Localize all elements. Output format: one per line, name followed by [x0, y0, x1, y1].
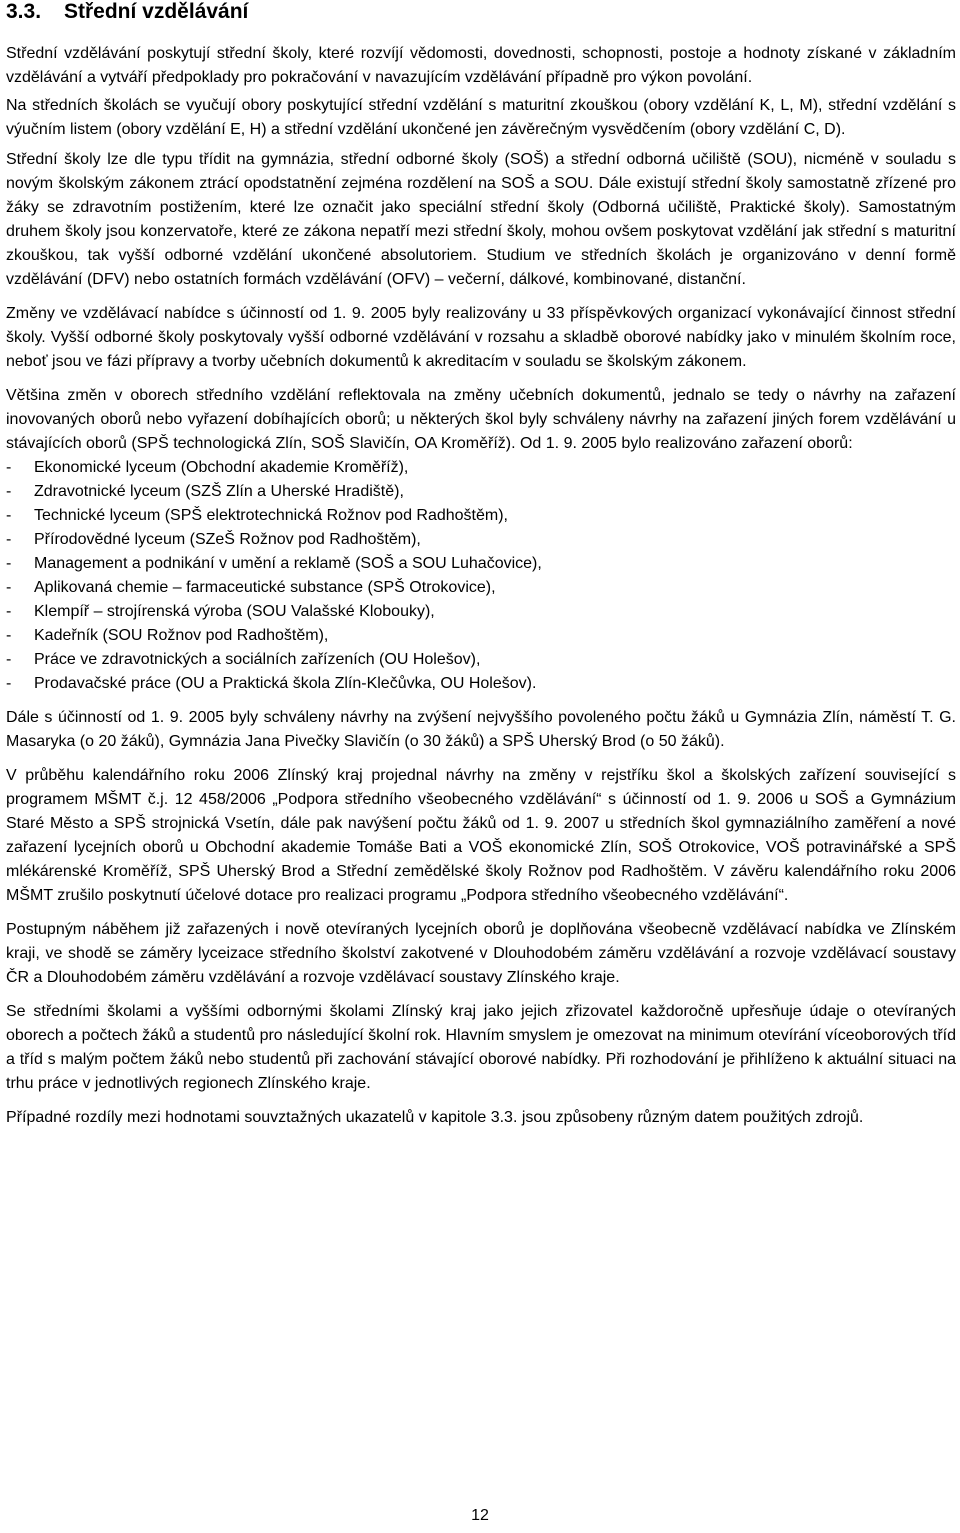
document-page: [6, 0, 956, 1130]
study-fields-list: [6, 456, 956, 696]
list-item: - Ekonomické lyceum (Obchodní akademie Kroměříž),: [6, 456, 956, 480]
paragraph: Střední vzdělávání poskytují střední školy, které rozvíjí vědomosti, dovednosti, schopnosti, postoje a hodnoty získané v základním vzdělávání a vytváří předpoklady pro pokračování v navazujícím vzdělávání případně pro výkon povolání.: [6, 45, 956, 86]
list-dash: -: [6, 603, 12, 620]
list-item: - Aplikovaná chemie – farmaceutické substance (SPŠ Otrokovice),: [6, 576, 956, 600]
list-item: - Prodavačské práce (OU a Praktická škola Zlín-Klečůvka, OU Holešov).: [6, 672, 956, 696]
list-dash: -: [6, 651, 12, 668]
paragraph: Změny ve vzdělávací nabídce s účinností od 1. 9. 2005 byly realizovány u 33 příspěvkových organizací vykonávající činnost střední školy. Vyšší odborné školy poskytovaly vyšší odborné vzdělávání v rozsahu a skladbě oborové nabídky jako v minulém školním roce, neboť jsou ve fázi přípravy a tvorby učebních dokumentů k akreditacím v souladu se školským zákonem.: [6, 305, 956, 370]
list-item: - Kadeřník (SOU Rožnov pod Radhoštěm),: [6, 624, 956, 648]
list-item: - Přírodovědné lyceum (SZeŠ Rožnov pod Radhoštěm),: [6, 528, 956, 552]
paragraph: V průběhu kalendářního roku 2006 Zlínský kraj projednal návrhy na změny v rejstříku škol a školských zařízení související s programem MŠMT č.j. 12 458/2006 „Podpora středního všeobecného vzdělávání“ s účinností od 1. 9. 2006 u SOŠ a Gymnázium Staré Město a SPŠ strojnická Vsetín, dále pak navýšení počtu žáků od 1. 9. 2007 u středních škol gymnaziálního zaměření a nové zařazení lycejních oborů u Obchodní akademie Tomáše Bati a VOŠ ekonomické Zlín, SOŠ Otrokovice, VOŠ potravinářské a SPŠ mlékárenské Kroměříž, SPŠ Uherský Brod a Střední zemědělské školy Rožnov pod Radhoštěm. V závěru kalendářního roku 2006 MŠMT zrušilo poskytnutí účelové dotace pro realizaci programu „Podpora středního všeobecného vzdělávání“.: [6, 767, 956, 904]
paragraph: Střední školy lze dle typu třídit na gymnázia, střední odborné školy (SOŠ) a střední odborná učiliště (SOU), nicméně v souladu s novým školským zákonem ztrácí opodstatnění zejména rozdělení na SOŠ a SOU. Dále existují střední školy samostatně zřízené pro žáky se zdravotním postižením, které lze označit jako speciální střední školy (Odborná učiliště, Praktické školy). Samostatným druhem školy jsou konzervatoře, které ze zákona nepatří mezi střední školy, mohou ovšem poskytovat vzdělání jak střední s maturitní zkouškou, tak vyšší odborné vzdělání ukončené absolutoriem. Studium ve středních školách je organizováno v denní formě vzdělávání (DFV) nebo ostatních formách vzdělávání (OFV) – večerní, dálkové, kombinované, distanční.: [6, 151, 956, 288]
list-item: - Management a podnikání v umění a reklamě (SOŠ a SOU Luhačovice),: [6, 552, 956, 576]
list-item: - Práce ve zdravotnických a sociálních zařízeních (OU Holešov),: [6, 648, 956, 672]
section-number: 3.3.: [6, 0, 42, 23]
list-item: - Zdravotnické lyceum (SZŠ Zlín a Uherské Hradiště),: [6, 480, 956, 504]
list-dash: -: [6, 507, 12, 524]
paragraph: Dále s účinností od 1. 9. 2005 byly schváleny návrhy na zvýšení nejvyššího povoleného počtu žáků u Gymnázia Zlín, náměstí T. G. Masaryka (o 20 žáků), Gymnázia Jana Pivečky Slavičín (o 30 žáků) a SPŠ Uherský Brod (o 50 žáků).: [6, 709, 956, 750]
section-title: Střední vzdělávání: [64, 0, 249, 23]
list-dash: -: [6, 555, 12, 572]
list-dash: -: [6, 531, 12, 548]
paragraph: Na středních školách se vyučují obory poskytující střední vzdělání s maturitní zkouškou (obory vzdělání K, L, M), střední vzdělání s výučním listem (obory vzdělání E, H) a střední vzdělání ukončené jen závěrečným vysvědčením (obory vzdělání C, D).: [6, 97, 956, 138]
paragraph: Se středními školami a vyššími odbornými školami Zlínský kraj jako jejich zřizovatel každoročně upřesňuje údaje o otevíraných oborech a počtech žáků a studentů pro následující školní rok. Hlavním smyslem je omezovat na minimum otevírání víceoborových tříd a tříd s malým počtem žáků nebo studentů při zachování stávající oborové nabídky. Při rozhodování je přihlíženo k aktuální situaci na trhu práce v jednotlivých regionech Zlínského kraje.: [6, 1003, 956, 1092]
list-dash: -: [6, 459, 12, 476]
list-item: - Technické lyceum (SPŠ elektrotechnická Rožnov pod Radhoštěm),: [6, 504, 956, 528]
list-dash: -: [6, 579, 12, 596]
paragraph: Případné rozdíly mezi hodnotami souvztažných ukazatelů v kapitole 3.3. jsou způsobeny různým datem použitých zdrojů.: [6, 1109, 864, 1126]
list-dash: -: [6, 675, 12, 692]
list-dash: -: [6, 483, 12, 500]
list-item: - Klempíř – strojírenská výroba (SOU Valašské Klobouky),: [6, 600, 956, 624]
section-heading: [6, 0, 956, 24]
paragraph: Postupným náběhem již zařazených i nově otevíraných lycejních oborů je doplňována všeobecně vzdělávací nabídka ve Zlínském kraji, ve shodě se záměry lyceizace středního školství zakotvené v Dlouhodobém záměru vzdělávání a rozvoje vzdělávací soustavy ČR a Dlouhodobém záměru vzdělávání a rozvoje vzdělávací soustavy Zlínského kraje.: [6, 921, 956, 986]
list-dash: -: [6, 627, 12, 644]
paragraph: Většina změn v oborech středního vzdělání reflektovala na změny učebních dokumentů, jednalo se tedy o návrhy na zařazení inovovaných oborů nebo vyřazení dobíhajících oborů; u některých škol byly schváleny návrhy na zařazení jiných forem vzdělávání u stávajících oborů (SPŠ technologická Zlín, SOŠ Slavičín, OA Kroměříž). Od 1. 9. 2005 bylo realizováno zařazení oborů:: [6, 387, 956, 452]
page-number: 12: [471, 1507, 489, 1524]
